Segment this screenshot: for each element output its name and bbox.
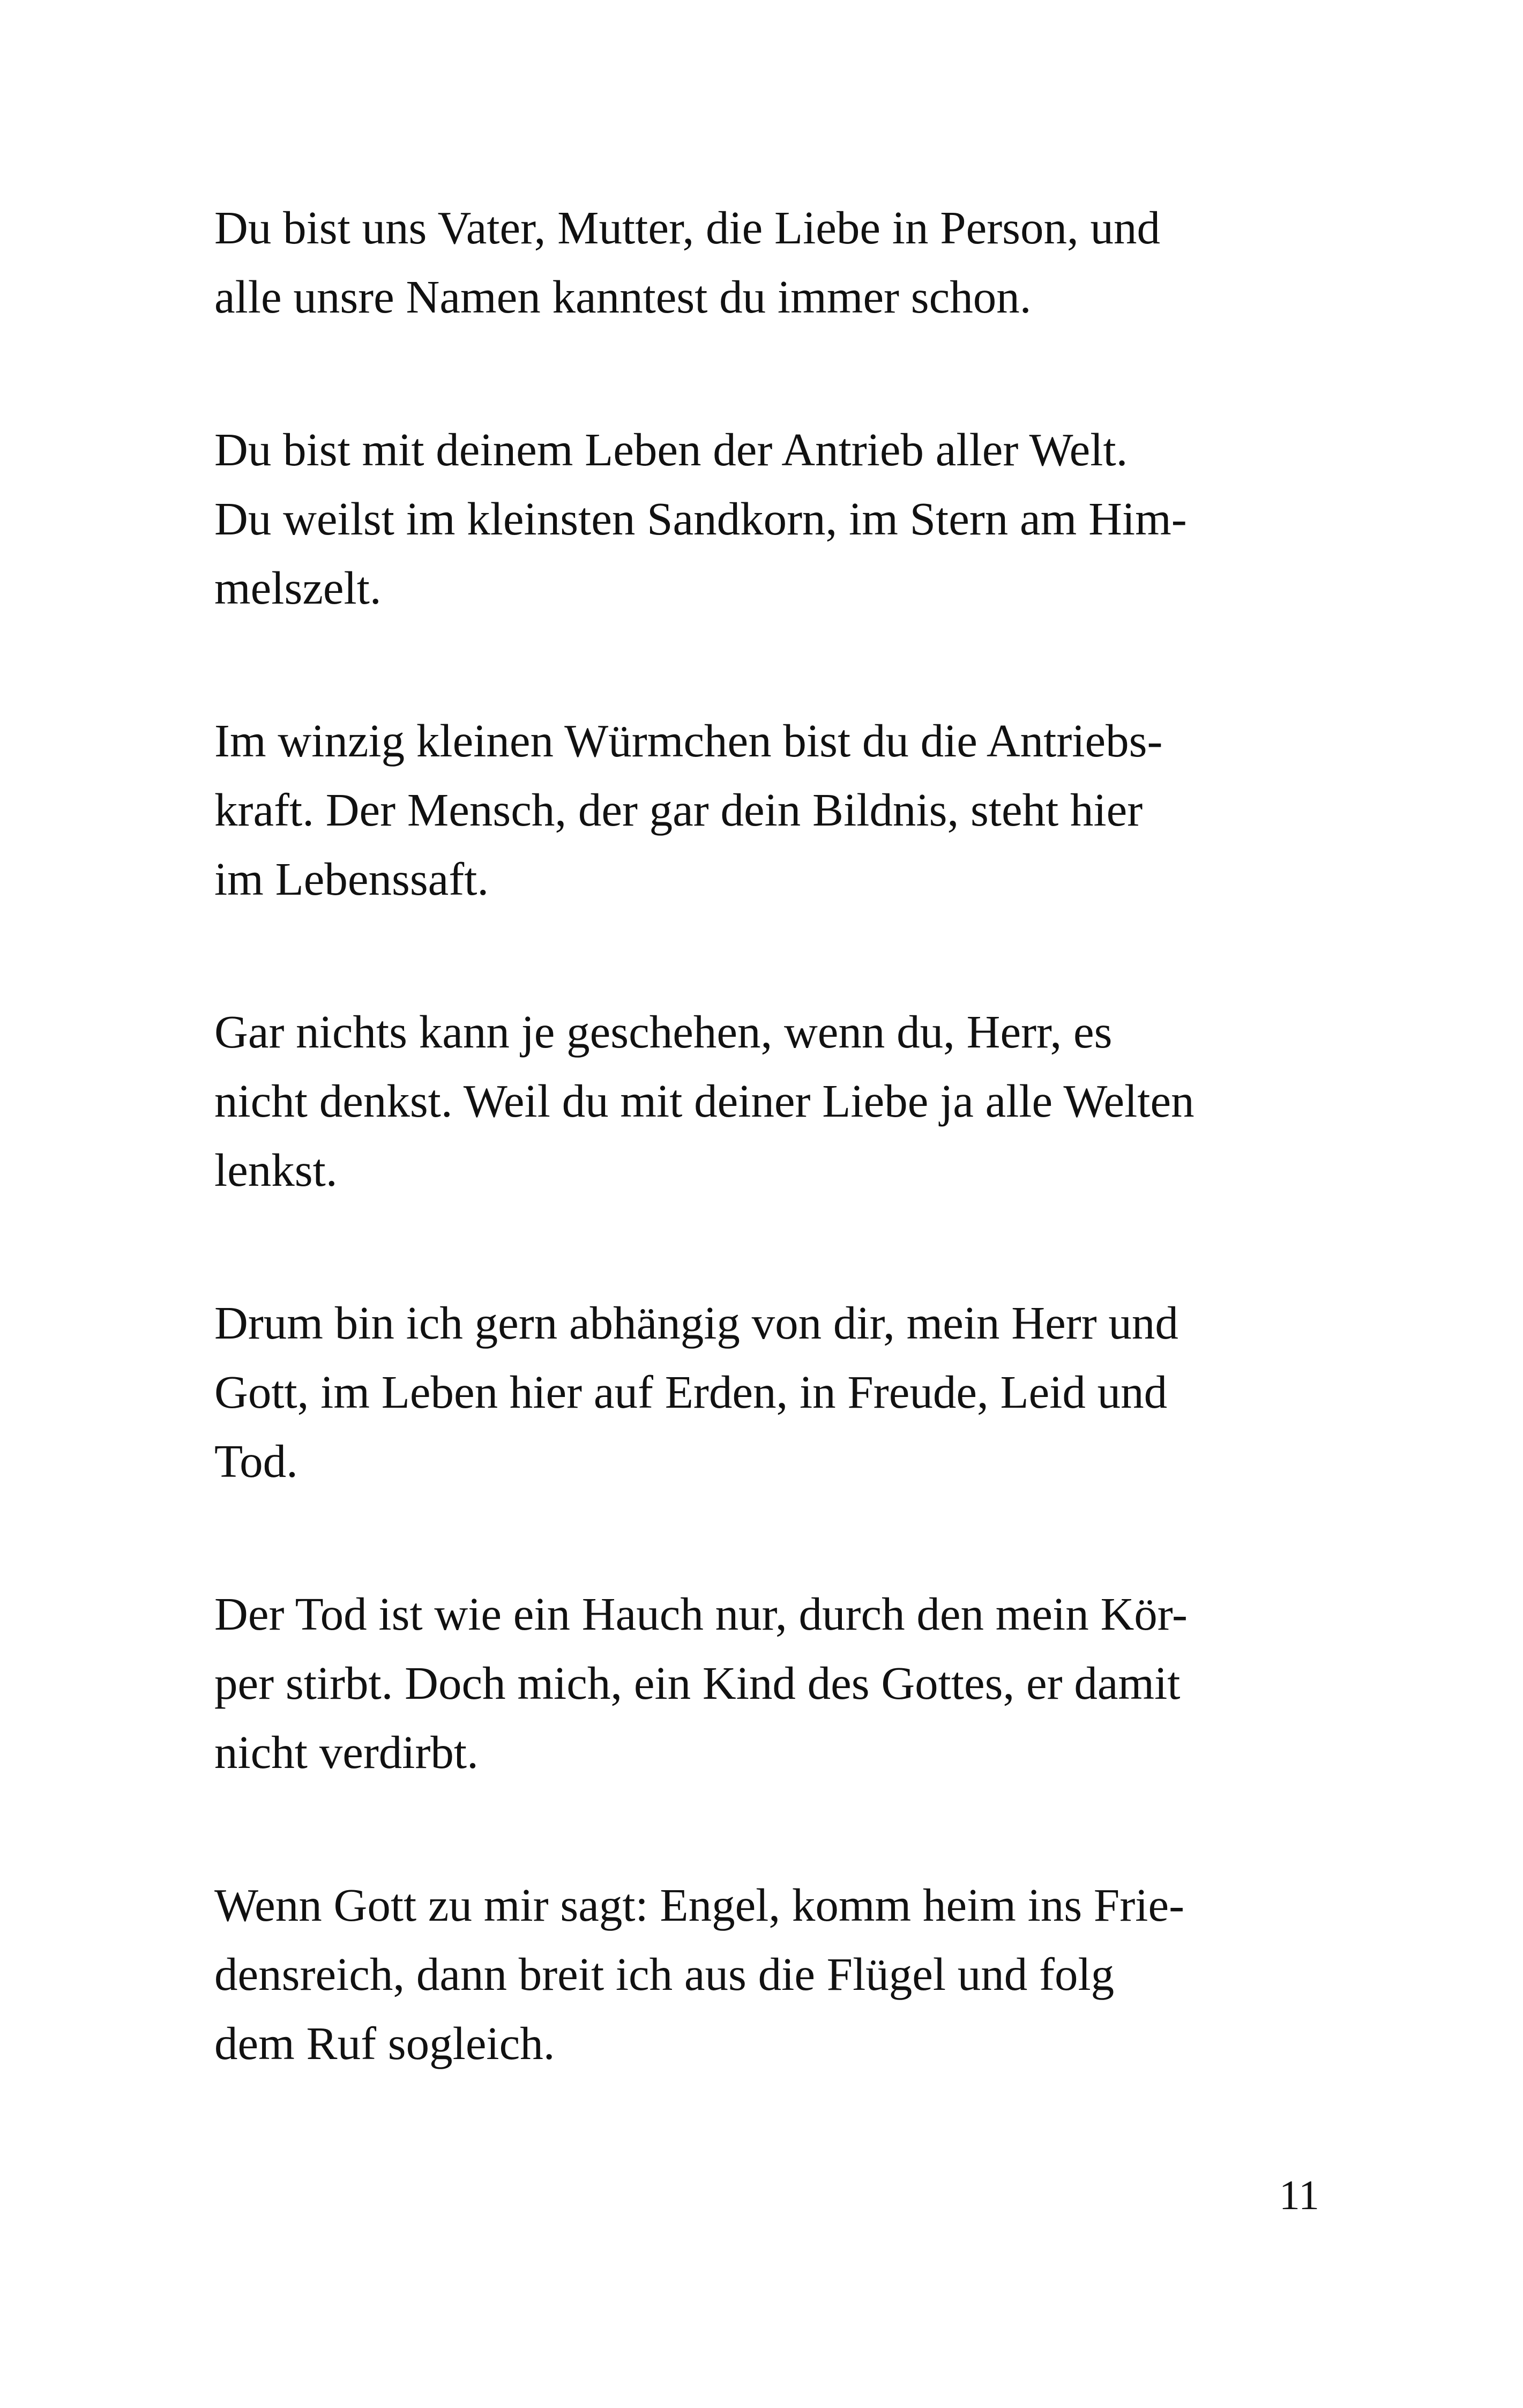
stanza-6 <box>214 1579 1318 1787</box>
poem-line: nicht verdirbt. <box>214 1726 479 1778</box>
poem-line: im Lebenssaft. <box>214 853 489 905</box>
stanza-7 <box>214 1870 1318 2078</box>
poem-line: nicht denkst. Weil du mit deiner Liebe ja alle Welten <box>214 1075 1194 1127</box>
poem-line: dem Ruf sogleich. <box>214 2017 555 2069</box>
poem-line: Wenn Gott zu mir sagt: Engel, komm heim ins Frie- <box>214 1879 1185 1931</box>
stanza-3 <box>214 706 1318 913</box>
poem-line: alle unsre Namen kanntest du immer schon. <box>214 271 1032 323</box>
stanza-1 <box>214 193 1318 331</box>
poem-text <box>214 193 1318 2161</box>
poem-line: Im winzig kleinen Würmchen bist du die Antriebs- <box>214 715 1163 767</box>
poem-line: densreich, dann breit ich aus die Flügel und folg <box>214 1948 1115 2000</box>
poem-line: per stirbt. Doch mich, ein Kind des Gottes, er damit <box>214 1657 1181 1709</box>
poem-line: Gar nichts kann je geschehen, wenn du, Herr, es <box>214 1006 1113 1058</box>
poem-line: kraft. Der Mensch, der gar dein Bildnis, steht hier <box>214 784 1143 836</box>
poem-line: Gott, im Leben hier auf Erden, in Freude, Leid und <box>214 1366 1168 1418</box>
poem-line: Du bist uns Vater, Mutter, die Liebe in Person, und <box>214 202 1161 254</box>
poem-line: Der Tod ist wie ein Hauch nur, durch den mein Kör- <box>214 1588 1188 1640</box>
stanza-2 <box>214 415 1318 622</box>
poem-line: melszelt. <box>214 562 382 614</box>
page-number: 11 <box>1279 2172 1319 2218</box>
stanza-5 <box>214 1288 1318 1496</box>
stanza-4 <box>214 997 1318 1205</box>
poem-line: Drum bin ich gern abhängig von dir, mein Herr und <box>214 1297 1178 1349</box>
poem-line: Du weilst im kleinsten Sandkorn, im Stern am Him- <box>214 493 1187 545</box>
poem-line: lenkst. <box>214 1144 338 1196</box>
poem-line: Du bist mit deinem Leben der Antrieb aller Welt. <box>214 423 1128 475</box>
poem-line: Tod. <box>214 1435 298 1487</box>
